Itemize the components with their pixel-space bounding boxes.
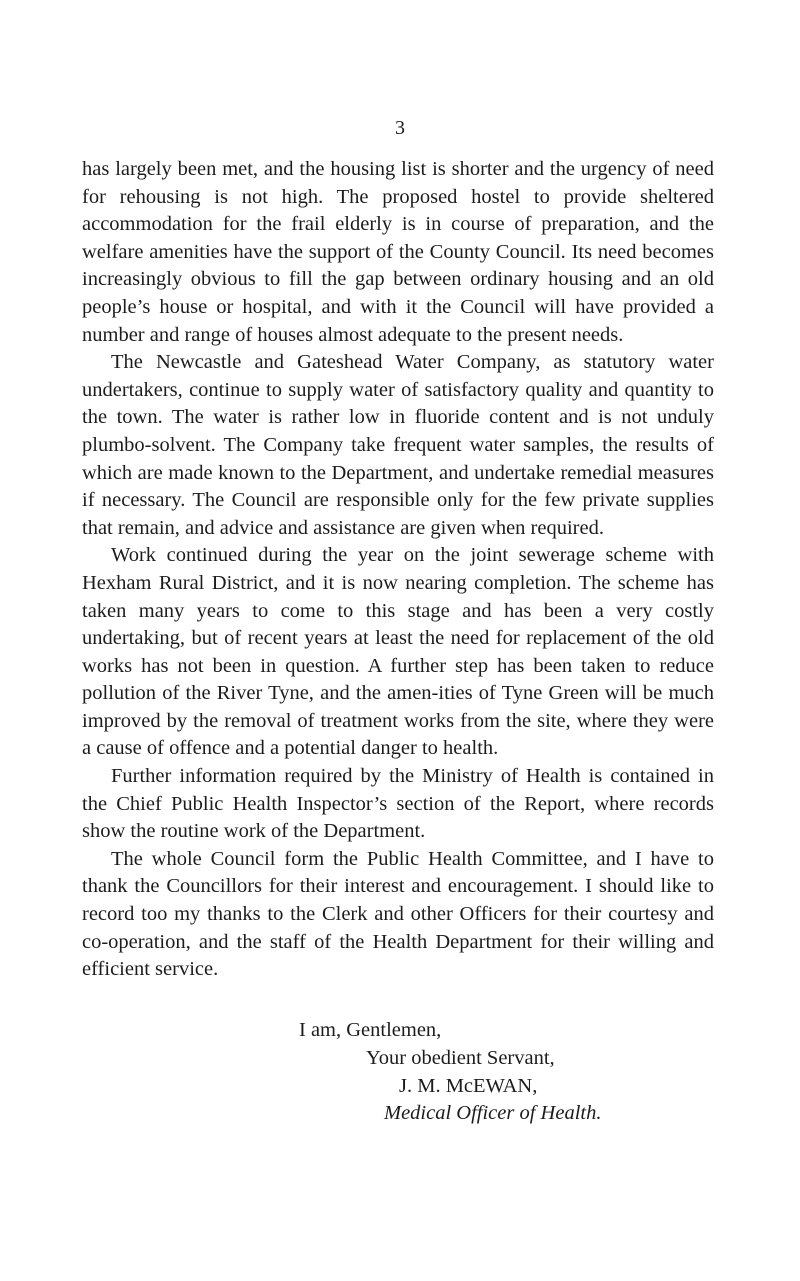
page-number: 3 bbox=[395, 117, 405, 139]
closing-salutation: I am, Gentlemen, bbox=[299, 1019, 442, 1041]
letter-body bbox=[82, 156, 714, 984]
signature-name: J. M. McEWAN, bbox=[399, 1075, 538, 1097]
closing-servant: Your obedient Servant, bbox=[366, 1047, 555, 1069]
paragraph-water-supply: The Newcastle and Gateshead Water Company, as statutory water undertakers, continue to supply water of satisfactory quality and quantity to the town. The water is rather low in fluoride content and is not unduly plumbo-solvent. The Company take frequent water samples, the results of which are made known to the Department, and undertake remedial measures if necessary. The Council are responsible only for the few private supplies that remain, and advice and assistance are given when required. bbox=[82, 351, 714, 539]
signature-title: Medical Officer of Health. bbox=[384, 1102, 602, 1124]
paragraph-further-information: Further information required by the Ministry of Health is contained in the Chief Public Health Inspector’s section of the Report, where records show the routine work of the Department. bbox=[82, 765, 714, 843]
paragraph-housing: has largely been met, and the housing list is shorter and the urgency of need for rehousing is not high. The proposed hostel to provide sheltered accommodation for the frail elderly is in course of preparation, and the welfare amenities have the support of the County Council. Its need becomes increasingly obvious to fill the gap between ordinary housing and an old people’s house or hospital, and with it the Council will have provided a number and range of houses almost adequate to the present needs. bbox=[82, 158, 714, 346]
paragraph-thanks: The whole Council form the Public Health Committee, and I have to thank the Councillors for their interest and encouragement. I should like to record too my thanks to the Clerk and other Officers for their courtesy and co-operation, and the staff of the Health Department for their willing and efficient service. bbox=[82, 847, 714, 981]
paragraph-sewerage: Work continued during the year on the joint sewerage scheme with Hexham Rural District, and it is now nearing completion. The scheme has taken many years to come to this stage and has been a very costly undertaking, but of recent years at least the need for replacement of the old works has not been in question. A further step has been taken to reduce pollution of the River Tyne, and the amen-ities of Tyne Green will be much improved by the removal of treatment works from the site, where they were a cause of offence and a potential danger to health. bbox=[82, 544, 714, 760]
